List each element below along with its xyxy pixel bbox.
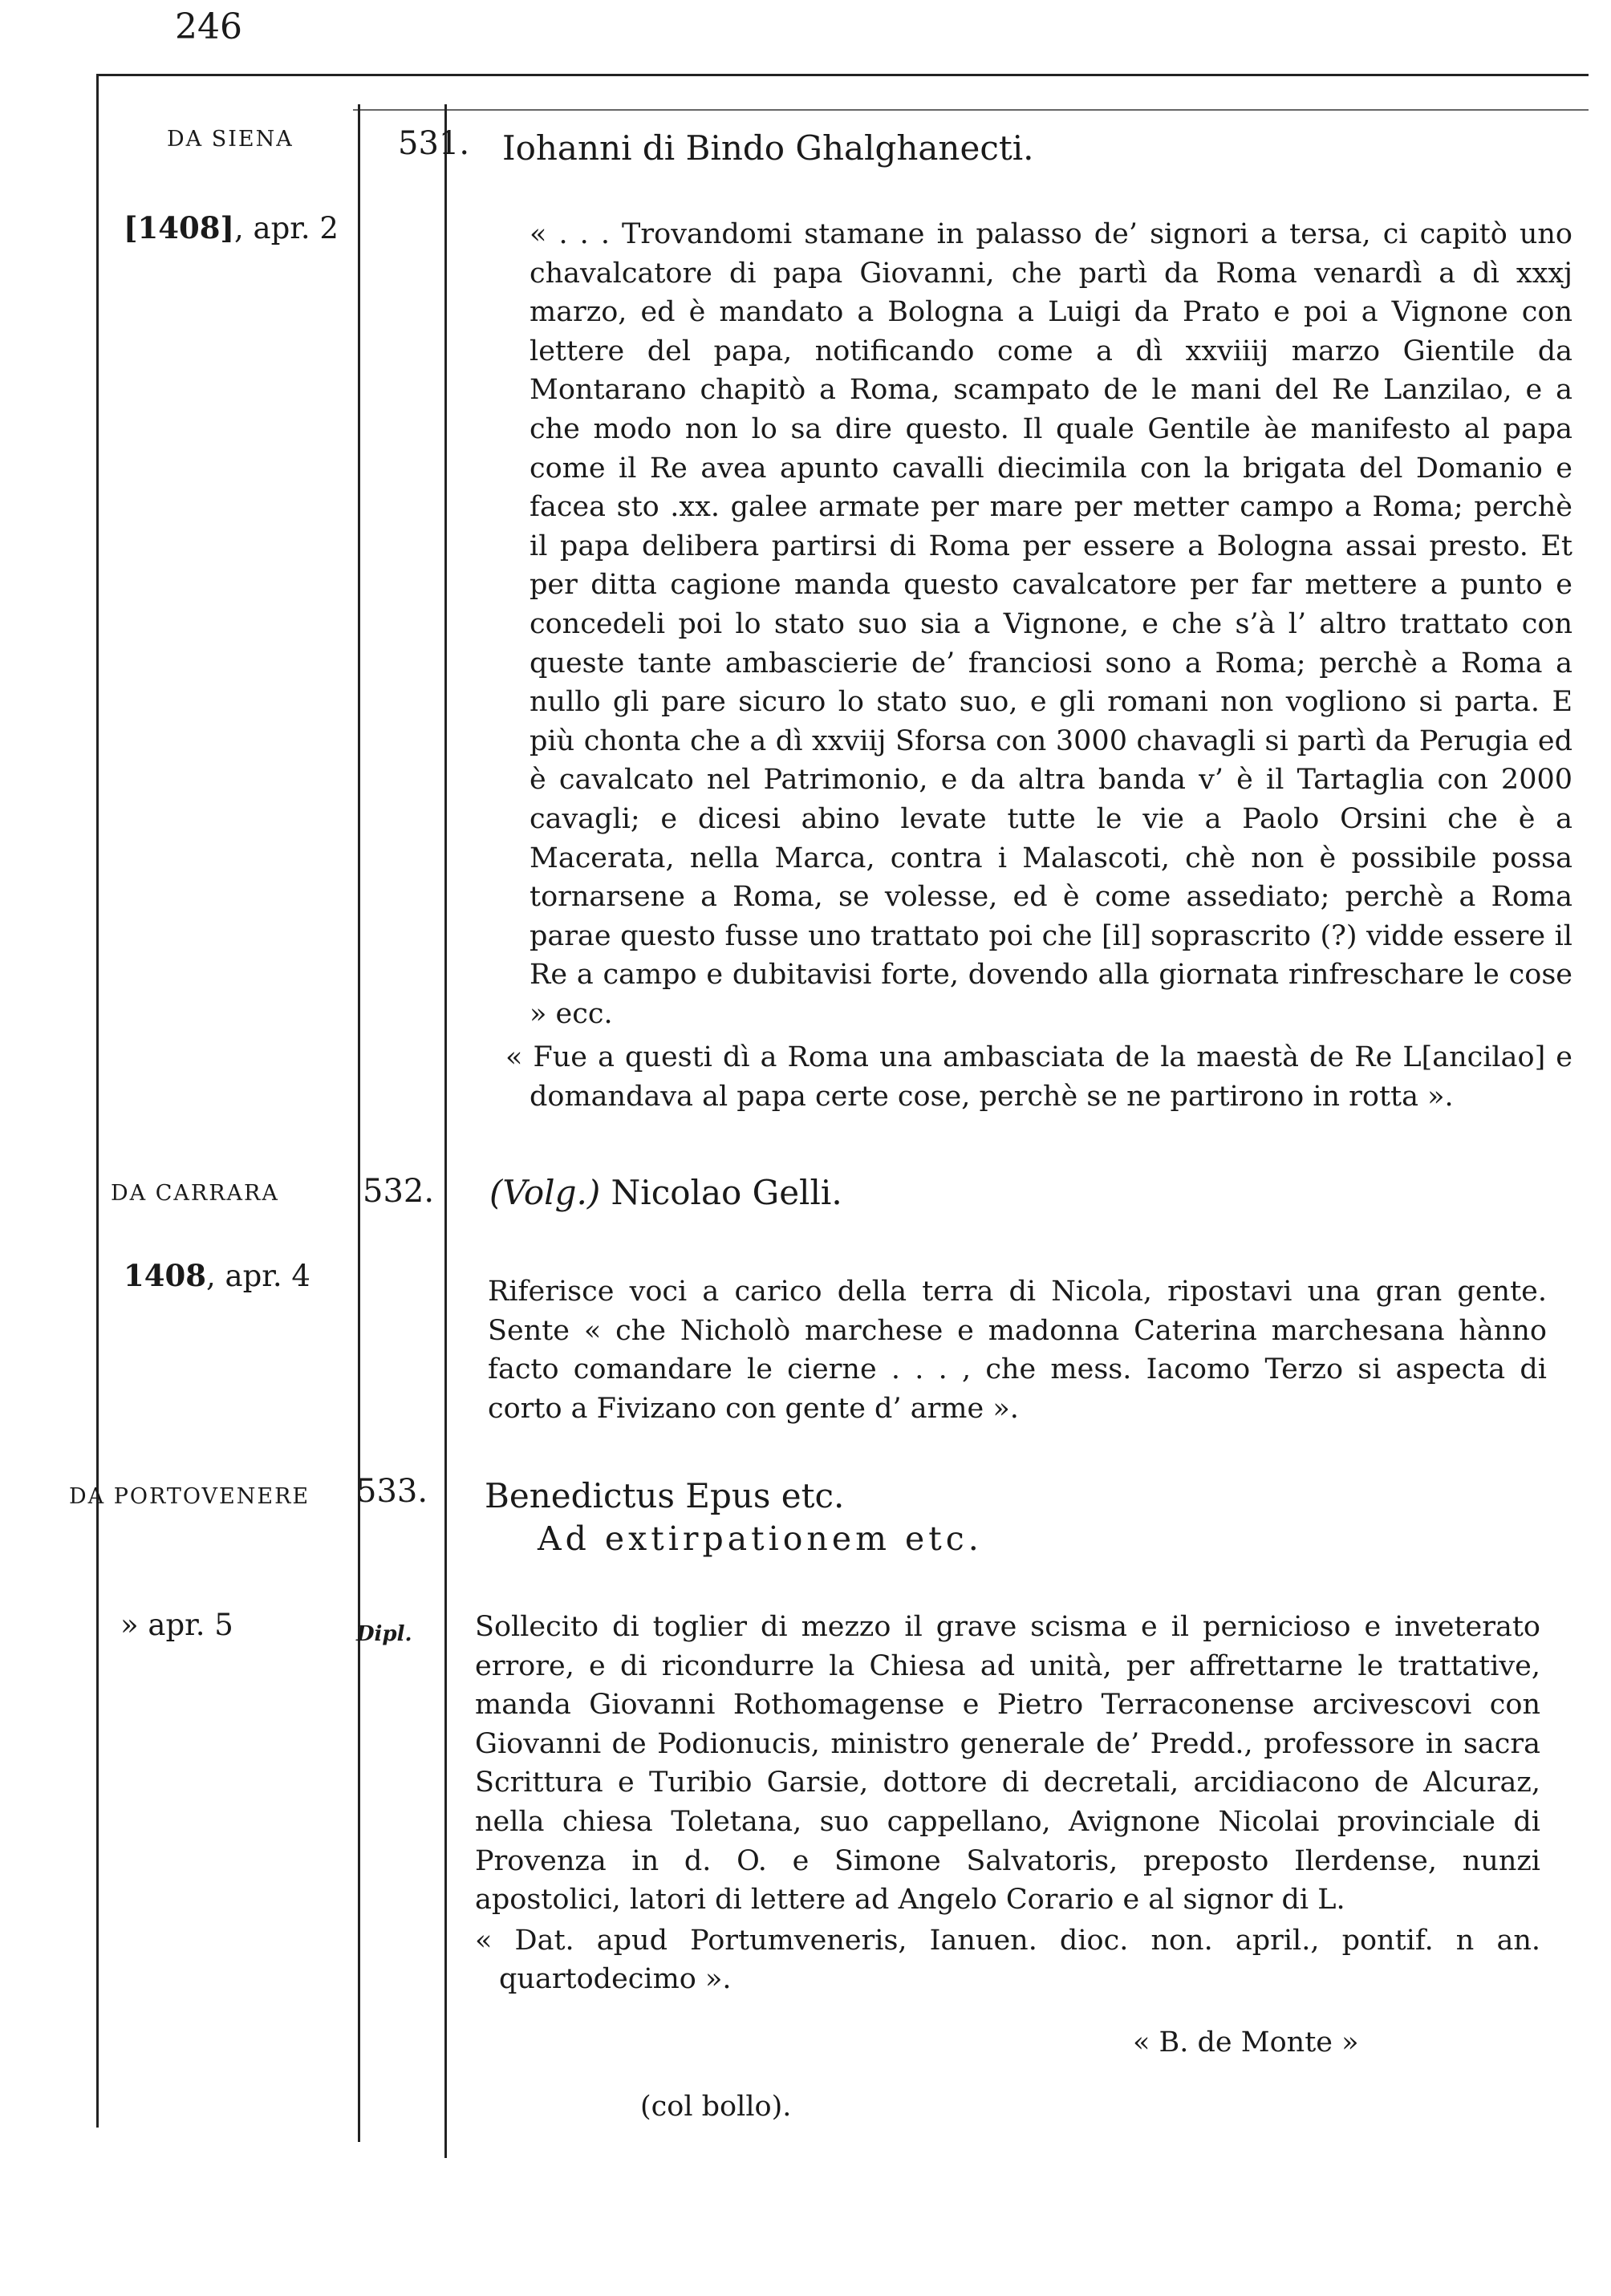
entry-531-body [505, 215, 1572, 1117]
entry-532-date: 1408, apr. 4 [124, 1258, 310, 1293]
entry-532-place: DA CARRARA [111, 1181, 279, 1206]
entry-533-date: » apr. 5 [120, 1608, 233, 1642]
number-column-rule [444, 104, 447, 2158]
entry-533-heading: Benedictus Epus etc. [485, 1476, 845, 1515]
left-column-rule [96, 74, 99, 2128]
top-rule [98, 74, 1589, 76]
entry-533-paragraph: « Dat. apud Portumveneris, Ianuen. dioc. non. april., pontif. n an. quartodecimo ». [475, 1924, 1540, 1996]
entry-532-body [488, 1272, 1547, 1428]
entry-533-signature: « B. de Monte » [1133, 2026, 1359, 2059]
entry-531-paragraph: « Fue a questi dì a Roma una ambasciata de la maestà de Re L[ancilao] e domandava al papa certe cose, perchè se ne partirono in rotta ». [505, 1041, 1572, 1114]
entry-531-number: 531. [398, 125, 470, 162]
volg-label: (Volg.) [489, 1173, 601, 1212]
entry-532-paragraph: Riferisce voci a carico della terra di Nicola, ripostavi una gran gente. Sente « che Nicholò marchese e madonna Caterina marchesana hànno facto comandare le cierne . . . , che mess. Iacomo Terzo si aspecta di corto a Fivizano con gente d’ arme ». [488, 1276, 1547, 1425]
entry-533-diplomatic-note: Dipl. [356, 1622, 412, 1646]
entry-532-heading: (Volg.) Nicolao Gelli. [489, 1173, 842, 1212]
entry-531-place: DA SIENA [167, 127, 294, 152]
entry-532-number: 532. [363, 1173, 435, 1210]
page-number: 246 [175, 6, 242, 47]
entry-531-paragraph: « . . . Trovandomi stamane in palasso de’ signori a tersa, ci capitò uno chavalcatore di papa Giovanni, che partì da Roma venardì a dì xxxj marzo, ed è mandato a Bologna a Luigi da Prato e poi a Vignone con lettere del papa, notificando come a dì xxviiij marzo Gientile da Montarano chapitò a Roma, scampato de le mani del Re Lanzilao, e a che modo non lo sa dire questo. Il quale Gentile àe manifesto al papa come il Re avea apunto cavalli diecimila con la brigata del Domanio e facea sto .xx. galee armate per mare per metter campo a Roma; perchè il papa delibera partirsi di Roma per essere a Bologna assai presto. Et per ditta cagione manda questo cavalcatore per far mettere a punto e concedeli poi lo stato suo sia a Vignone, e che s’à l’ altro trattato con queste tante ambascierie de’ franciosi sono a Roma; perchè a Roma a nullo gli pare sicuro lo stato suo, e gli romani non vogliono si parta. E più chonta che a dì xxviij Sforsa con 3000 chavagli si partì da Perugia ed è cavalcato nel Patrimonio, e da altra banda v’ è il Tartaglia con 2000 cavagli; e dicesi abino levate tutte le vie a Paolo Orsini che è a Macerata, nella Marca, contra i Malascoti, chè non è possibile possa tornarsene a Roma, se volesse, ed è come assediato; perchè a Roma parae questo fusse uno trattato poi che [il] soprascrito (?) vidde essere il Re a campo e dubitavisi forte, dovendo alla giornata rinfreschare le cose » ecc. [530, 218, 1572, 1030]
date-column-rule [358, 104, 360, 2142]
entry-531-date: [1408], apr. 2 [124, 210, 339, 245]
entry-533-paragraph: Sollecito di toglier di mezzo il grave scisma e il pernicioso e inveterato errore, e di ricondurre la Chiesa ad unità, per affrettarne le trattative, manda Giovanni Rothomagense e Pietro Terraconense arcivescovi con Giovanni de Podionucis, ministro generale de’ Predd., professore in sacra Scrittura e Turibio Garsie, dottore di decretali, arcidiacono de Alcuraz, nella chiesa Toletana, suo cappellano, Avignone Nicolai provinciale di Provenza in d. O. e Simone Salvatoris, preposto Ilerdense, nunzi apostolici, latori di lettere ad Angelo Corario e al signor di L. [475, 1611, 1540, 1917]
top-rule-secondary [353, 109, 1589, 111]
entry-533-seal-note: (col bollo). [640, 2091, 792, 2123]
entry-531-heading: Iohanni di Bindo Ghalghanecti. [502, 128, 1034, 168]
entry-533-body [475, 1608, 1540, 1999]
entry-533-number: 533. [356, 1473, 428, 1510]
entry-533-incipit: Ad extirpationem etc. [538, 1519, 983, 1558]
entry-533-place: DA PORTOVENERE [69, 1484, 310, 1509]
